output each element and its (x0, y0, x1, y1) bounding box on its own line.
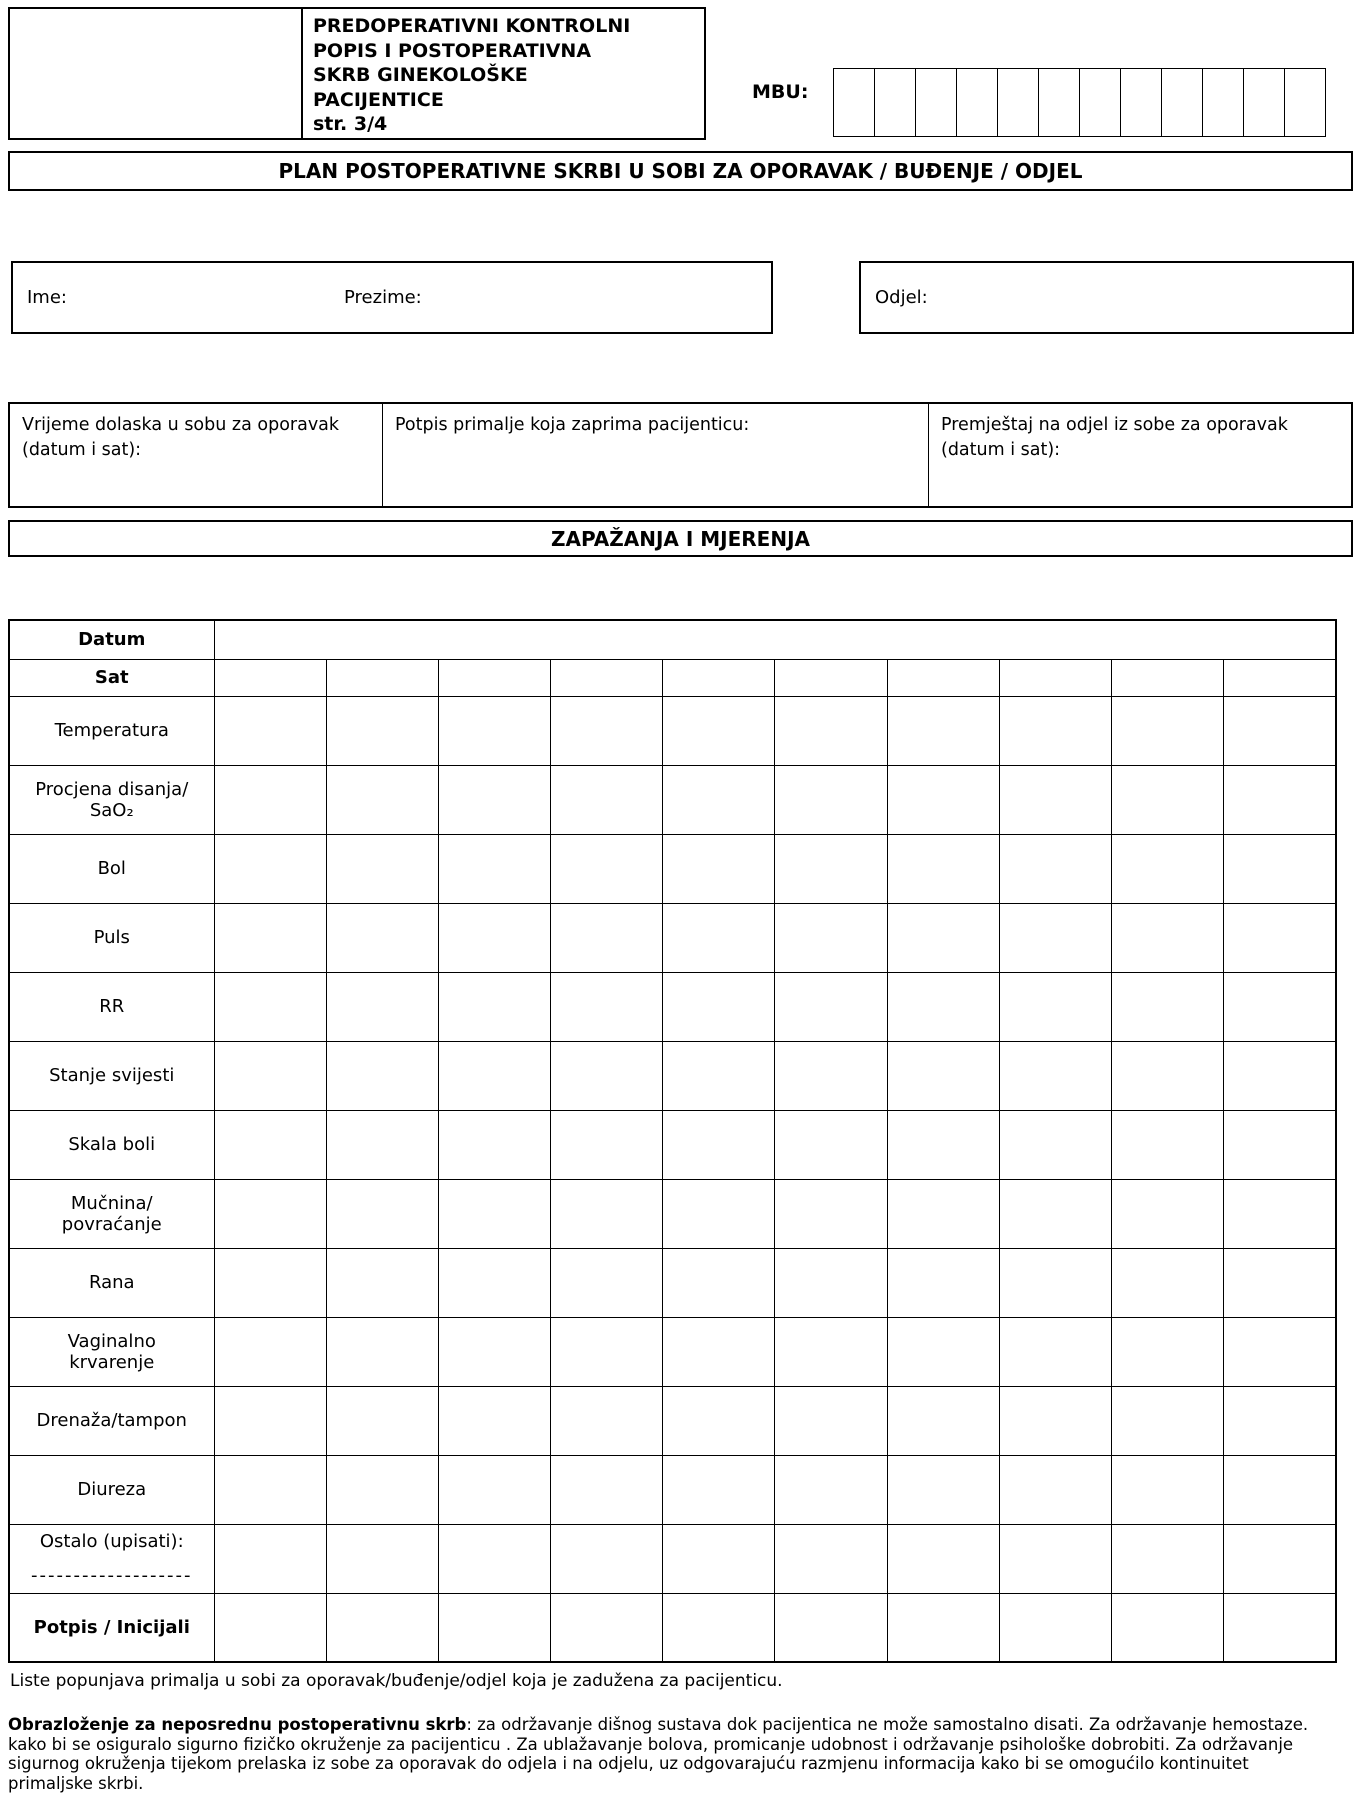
row-label-bol: Bol (9, 834, 214, 903)
skala-boli-cell[interactable] (551, 1110, 663, 1179)
vaginalno-krvarenje-cell[interactable] (326, 1317, 438, 1386)
rr-cell[interactable] (1224, 972, 1336, 1041)
sat-cell[interactable] (214, 659, 326, 696)
temperatura-cell[interactable] (326, 696, 438, 765)
ostalo-cell[interactable] (999, 1524, 1111, 1593)
mbu-cell[interactable] (997, 68, 1039, 137)
mucnina-povracanje-cell[interactable] (999, 1179, 1111, 1248)
potpis-inicijali-cell[interactable] (1224, 1593, 1336, 1662)
rana-cell[interactable] (326, 1248, 438, 1317)
bol-cell[interactable] (999, 834, 1111, 903)
drenaza-tampon-cell[interactable] (663, 1386, 775, 1455)
ostalo-cell[interactable] (438, 1524, 550, 1593)
diureza-cell[interactable] (663, 1455, 775, 1524)
rationale-line-1-rest: : za održavanje dišnog sustava dok pacijentica ne može samostalno disati. Za održavanje hemostaze. (466, 1715, 1309, 1734)
diureza-cell[interactable] (775, 1455, 887, 1524)
diureza-cell[interactable] (214, 1455, 326, 1524)
procjena-disanja-cell[interactable] (663, 765, 775, 834)
arrival-time-box[interactable] (10, 404, 383, 506)
row-label-stanje-svijesti: Stanje svijesti (9, 1041, 214, 1110)
mbu-cell[interactable] (956, 68, 998, 137)
drenaza-tampon-cell[interactable] (775, 1386, 887, 1455)
mucnina-povracanje-cell[interactable] (438, 1179, 550, 1248)
drenaza-tampon-cell[interactable] (214, 1386, 326, 1455)
vaginalno-krvarenje-cell[interactable] (887, 1317, 999, 1386)
row-label-sat: Sat (9, 659, 214, 696)
temperatura-cell[interactable] (1224, 696, 1336, 765)
row-label-drenaza-tampon: Drenaža/tampon (9, 1386, 214, 1455)
diureza-cell[interactable] (999, 1455, 1111, 1524)
puls-cell[interactable] (887, 903, 999, 972)
row-label-diureza: Diureza (9, 1455, 214, 1524)
stanje-svijesti-cell[interactable] (887, 1041, 999, 1110)
mbu-cell[interactable] (1161, 68, 1203, 137)
stanje-svijesti-cell[interactable] (1224, 1041, 1336, 1110)
observations-title: ZAPAŽANJA I MJERENJA (8, 520, 1353, 557)
observations-table (8, 619, 1337, 1663)
bol-cell[interactable] (551, 834, 663, 903)
row-label-mucnina-povracanje: Mučnina/ povraćanje (9, 1179, 214, 1248)
skala-boli-cell[interactable] (887, 1110, 999, 1179)
drenaza-tampon-cell[interactable] (887, 1386, 999, 1455)
drenaza-tampon-cell[interactable] (326, 1386, 438, 1455)
procjena-disanja-cell[interactable] (551, 765, 663, 834)
form-title-line-4: PACIJENTICE (313, 88, 444, 111)
patient-name-box[interactable] (11, 261, 773, 334)
form-title-line-3: SKRB GINEKOLOŠKE (313, 64, 528, 87)
sat-cell[interactable] (1224, 659, 1336, 696)
skala-boli-cell[interactable] (1112, 1110, 1224, 1179)
mbu-label: MBU: (752, 81, 809, 103)
stanje-svijesti-cell[interactable] (999, 1041, 1111, 1110)
skala-boli-cell[interactable] (775, 1110, 887, 1179)
stanje-svijesti-cell[interactable] (551, 1041, 663, 1110)
header-empty-box (8, 7, 303, 140)
row-label-temperatura: Temperatura (9, 696, 214, 765)
mucnina-povracanje-cell[interactable] (663, 1179, 775, 1248)
temperatura-cell[interactable] (1112, 696, 1224, 765)
mucnina-povracanje-cell[interactable] (1224, 1179, 1336, 1248)
mbu-cell[interactable] (1202, 68, 1244, 137)
sat-cell[interactable] (326, 659, 438, 696)
transfer-time-box[interactable] (929, 404, 1351, 506)
skala-boli-cell[interactable] (999, 1110, 1111, 1179)
ostalo-cell[interactable] (663, 1524, 775, 1593)
vaginalno-krvarenje-cell[interactable] (999, 1317, 1111, 1386)
procjena-disanja-cell[interactable] (326, 765, 438, 834)
vaginalno-krvarenje-cell[interactable] (1112, 1317, 1224, 1386)
row-label-rana: Rana (9, 1248, 214, 1317)
bol-cell[interactable] (775, 834, 887, 903)
rationale-line-3: sigurnog okruženja tijekom prelaska iz sobe za oporavak do odjela i na odjelu, uz odgovarajuću razmjenu informacija kako bi se omogućilo kontinuitet (8, 1754, 1249, 1774)
arrival-time-label: Vrijeme dolaska u sobu za oporavak (datum i sat): (22, 415, 340, 460)
ime-label: Ime: (27, 287, 67, 308)
diureza-cell[interactable] (551, 1455, 663, 1524)
form-title-box (301, 7, 706, 140)
procjena-disanja-cell[interactable] (1112, 765, 1224, 834)
puls-cell[interactable] (663, 903, 775, 972)
puls-cell[interactable] (551, 903, 663, 972)
mucnina-povracanje-cell[interactable] (214, 1179, 326, 1248)
midwife-signature-box[interactable] (383, 404, 929, 506)
mbu-cell[interactable] (1120, 68, 1162, 137)
rationale-paragraph (8, 1715, 1358, 1793)
row-label-vaginalno-krvarenje: Vaginalno krvarenje (9, 1317, 214, 1386)
row-label-datum: Datum (9, 620, 214, 659)
puls-cell[interactable] (1224, 903, 1336, 972)
row-label-procjena-disanja: Procjena disanja/ SaO₂ (9, 765, 214, 834)
procjena-disanja-cell[interactable] (214, 765, 326, 834)
puls-cell[interactable] (326, 903, 438, 972)
temperatura-cell[interactable] (663, 696, 775, 765)
procjena-disanja-cell[interactable] (887, 765, 999, 834)
form-title-line-2: POPIS I POSTOPERATIVNA (313, 39, 592, 62)
rr-cell[interactable] (214, 972, 326, 1041)
vaginalno-krvarenje-cell[interactable] (1224, 1317, 1336, 1386)
temperatura-cell[interactable] (214, 696, 326, 765)
rationale-line-1 (8, 1715, 1358, 1735)
prezime-label: Prezime: (344, 287, 422, 308)
row-label-puls: Puls (9, 903, 214, 972)
potpis-inicijali-cell[interactable] (438, 1593, 550, 1662)
sat-cell[interactable] (551, 659, 663, 696)
rr-cell[interactable] (551, 972, 663, 1041)
mbu-cell[interactable] (874, 68, 916, 137)
rana-cell[interactable] (999, 1248, 1111, 1317)
rana-cell[interactable] (775, 1248, 887, 1317)
row-label-rr: RR (9, 972, 214, 1041)
rana-cell[interactable] (551, 1248, 663, 1317)
drenaza-tampon-cell[interactable] (1112, 1386, 1224, 1455)
diureza-cell[interactable] (1224, 1455, 1336, 1524)
datum-entry-cell[interactable] (214, 620, 1336, 659)
diureza-cell[interactable] (438, 1455, 550, 1524)
potpis-inicijali-cell[interactable] (663, 1593, 775, 1662)
drenaza-tampon-cell[interactable] (438, 1386, 550, 1455)
vaginalno-krvarenje-cell[interactable] (551, 1317, 663, 1386)
row-label-skala-boli: Skala boli (9, 1110, 214, 1179)
rana-cell[interactable] (1112, 1248, 1224, 1317)
page-number: str. 3/4 (313, 113, 388, 136)
sat-cell[interactable] (775, 659, 887, 696)
skala-boli-cell[interactable] (214, 1110, 326, 1179)
ostalo-cell[interactable] (214, 1524, 326, 1593)
mucnina-povracanje-cell[interactable] (326, 1179, 438, 1248)
diureza-cell[interactable] (326, 1455, 438, 1524)
rr-cell[interactable] (775, 972, 887, 1041)
mbu-cell[interactable] (833, 68, 875, 137)
procjena-disanja-cell[interactable] (775, 765, 887, 834)
mbu-grid (833, 68, 1326, 137)
potpis-inicijali-cell[interactable] (999, 1593, 1111, 1662)
admission-row (8, 402, 1353, 508)
sat-cell[interactable] (438, 659, 550, 696)
rr-cell[interactable] (887, 972, 999, 1041)
plan-bar-title: PLAN POSTOPERATIVNE SKRBI U SOBI ZA OPORAVAK / BUĐENJE / ODJEL (8, 151, 1353, 191)
diureza-cell[interactable] (1112, 1455, 1224, 1524)
procjena-disanja-cell[interactable] (1224, 765, 1336, 834)
bol-cell[interactable] (1224, 834, 1336, 903)
temperatura-cell[interactable] (438, 696, 550, 765)
bol-cell[interactable] (1112, 834, 1224, 903)
puls-cell[interactable] (214, 903, 326, 972)
footer-note: Liste popunjava primalja u sobi za oporavak/buđenje/odjel koja je zadužena za pacijenticu. (10, 1671, 783, 1691)
vaginalno-krvarenje-cell[interactable] (214, 1317, 326, 1386)
bol-cell[interactable] (326, 834, 438, 903)
rana-cell[interactable] (663, 1248, 775, 1317)
drenaza-tampon-cell[interactable] (1224, 1386, 1336, 1455)
mucnina-povracanje-cell[interactable] (551, 1179, 663, 1248)
mbu-cell[interactable] (915, 68, 957, 137)
skala-boli-cell[interactable] (438, 1110, 550, 1179)
sat-cell[interactable] (663, 659, 775, 696)
bol-cell[interactable] (663, 834, 775, 903)
puls-cell[interactable] (438, 903, 550, 972)
rationale-line-2: kako bi se osiguralo sigurno fizičko okruženje za pacijenticu . Za ublažavanje bolova, promicanje udobnost i održavanje psihološke dobrobiti. Za održavanje (8, 1734, 1294, 1754)
temperatura-cell[interactable] (551, 696, 663, 765)
temperatura-cell[interactable] (887, 696, 999, 765)
mucnina-povracanje-cell[interactable] (887, 1179, 999, 1248)
rana-cell[interactable] (887, 1248, 999, 1317)
mbu-cell[interactable] (1243, 68, 1285, 137)
rr-cell[interactable] (326, 972, 438, 1041)
rana-cell[interactable] (1224, 1248, 1336, 1317)
bol-cell[interactable] (887, 834, 999, 903)
potpis-inicijali-cell[interactable] (551, 1593, 663, 1662)
ostalo-cell[interactable] (551, 1524, 663, 1593)
stanje-svijesti-cell[interactable] (326, 1041, 438, 1110)
skala-boli-cell[interactable] (326, 1110, 438, 1179)
ostalo-cell[interactable] (1224, 1524, 1336, 1593)
rationale-line-4: primaljske skrbi. (8, 1773, 144, 1793)
stanje-svijesti-cell[interactable] (438, 1041, 550, 1110)
puls-cell[interactable] (1112, 903, 1224, 972)
vaginalno-krvarenje-cell[interactable] (438, 1317, 550, 1386)
diureza-cell[interactable] (887, 1455, 999, 1524)
temperatura-cell[interactable] (999, 696, 1111, 765)
stanje-svijesti-cell[interactable] (663, 1041, 775, 1110)
potpis-inicijali-cell[interactable] (326, 1593, 438, 1662)
rr-cell[interactable] (1112, 972, 1224, 1041)
puls-cell[interactable] (775, 903, 887, 972)
mbu-cell[interactable] (1079, 68, 1121, 137)
drenaza-tampon-cell[interactable] (999, 1386, 1111, 1455)
row-label-potpis-inicijali: Potpis / Inicijali (9, 1593, 214, 1662)
bol-cell[interactable] (438, 834, 550, 903)
rana-cell[interactable] (438, 1248, 550, 1317)
mucnina-povracanje-cell[interactable] (775, 1179, 887, 1248)
bol-cell[interactable] (214, 834, 326, 903)
mucnina-povracanje-cell[interactable] (1112, 1179, 1224, 1248)
sat-cell[interactable] (887, 659, 999, 696)
rr-cell[interactable] (663, 972, 775, 1041)
rationale-heading: Obrazloženje za neposrednu postoperativnu skrb (8, 1715, 467, 1734)
ostalo-cell[interactable] (887, 1524, 999, 1593)
drenaza-tampon-cell[interactable] (551, 1386, 663, 1455)
sat-cell[interactable] (1112, 659, 1224, 696)
form-title-line-1: PREDOPERATIVNI KONTROLNI (313, 15, 631, 37)
stanje-svijesti-cell[interactable] (775, 1041, 887, 1110)
puls-cell[interactable] (999, 903, 1111, 972)
rr-cell[interactable] (438, 972, 550, 1041)
rr-cell[interactable] (999, 972, 1111, 1041)
odjel-label: Odjel: (875, 287, 928, 308)
potpis-inicijali-cell[interactable] (1112, 1593, 1224, 1662)
odjel-box[interactable] (859, 261, 1354, 334)
midwife-signature-label: Potpis primalje koja zaprima pacijenticu: (395, 415, 750, 435)
potpis-inicijali-cell[interactable] (214, 1593, 326, 1662)
mbu-cell[interactable] (1284, 68, 1326, 137)
temperatura-cell[interactable] (775, 696, 887, 765)
ostalo-cell[interactable] (775, 1524, 887, 1593)
sat-cell[interactable] (999, 659, 1111, 696)
transfer-time-label: Premještaj na odjel iz sobe za oporavak (datum i sat): (941, 415, 1288, 460)
potpis-inicijali-cell[interactable] (775, 1593, 887, 1662)
vaginalno-krvarenje-cell[interactable] (775, 1317, 887, 1386)
vaginalno-krvarenje-cell[interactable] (663, 1317, 775, 1386)
mbu-cell[interactable] (1038, 68, 1080, 137)
skala-boli-cell[interactable] (663, 1110, 775, 1179)
ostalo-cell[interactable] (1112, 1524, 1224, 1593)
skala-boli-cell[interactable] (1224, 1110, 1336, 1179)
stanje-svijesti-cell[interactable] (214, 1041, 326, 1110)
ostalo-cell[interactable] (326, 1524, 438, 1593)
procjena-disanja-cell[interactable] (999, 765, 1111, 834)
procjena-disanja-cell[interactable] (438, 765, 550, 834)
rana-cell[interactable] (214, 1248, 326, 1317)
stanje-svijesti-cell[interactable] (1112, 1041, 1224, 1110)
row-label-ostalo: Ostalo (upisati): ------------------- (9, 1524, 214, 1593)
potpis-inicijali-cell[interactable] (887, 1593, 999, 1662)
